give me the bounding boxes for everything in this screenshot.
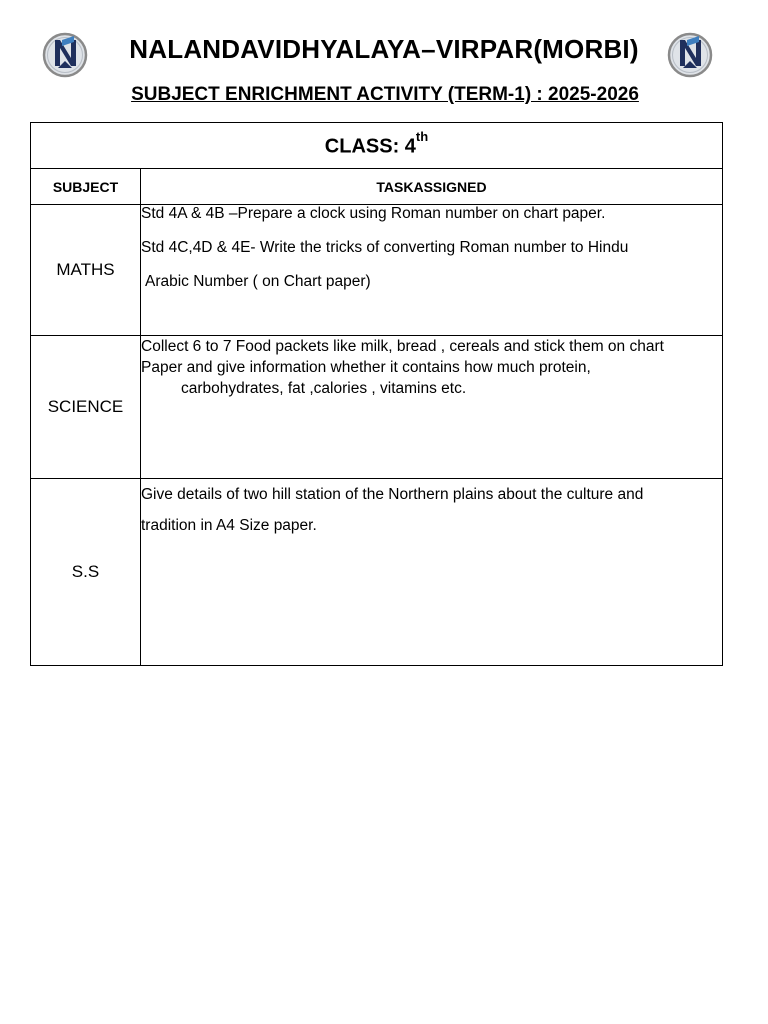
task-line: Std 4C,4D & 4E- Write the tricks of converting Roman number to Hindu: [141, 239, 629, 256]
table-header-row: [31, 169, 723, 205]
task-line: carbohydrates, fat ,calories , vitamins etc.: [181, 380, 467, 397]
task-line: Paper and give information whether it contains how much protein,: [141, 359, 591, 376]
column-header-subject: SUBJECT: [31, 169, 141, 205]
table-row-maths: [31, 205, 723, 336]
task-cell: [141, 479, 723, 666]
table-row-ss: [31, 479, 723, 666]
task-cell: [141, 205, 723, 336]
task-line: Give details of two hill station of the Northern plains about the culture and: [141, 486, 644, 503]
class-label: CLASS: 4: [324, 135, 416, 158]
task-cell: [141, 336, 723, 479]
enrichment-task-table: [30, 122, 723, 666]
svg-text:N: N: [64, 48, 66, 49]
class-suffix: th: [415, 128, 429, 144]
table-row-science: [31, 336, 723, 479]
class-heading: [31, 123, 723, 169]
task-line: tradition in A4 Size paper.: [141, 517, 317, 534]
school-name: NALANDAVIDHYALAYA–VIRPAR(MORBI): [129, 34, 639, 64]
class-row: [31, 123, 723, 169]
task-line: Arabic Number ( on Chart paper): [145, 273, 371, 290]
task-line: Std 4A & 4B –Prepare a clock using Roman number on chart paper.: [141, 205, 606, 222]
subject-cell: SCIENCE: [31, 336, 141, 479]
column-header-task: TASKASSIGNED: [141, 169, 723, 205]
subject-cell: MATHS: [31, 205, 141, 336]
activity-title: SUBJECT ENRICHMENT ACTIVITY (TERM-1) : 2025-2026: [131, 84, 639, 105]
subject-cell: S.S: [31, 479, 141, 666]
task-line: Collect 6 to 7 Food packets like milk, bread , cereals and stick them on chart: [141, 338, 664, 355]
